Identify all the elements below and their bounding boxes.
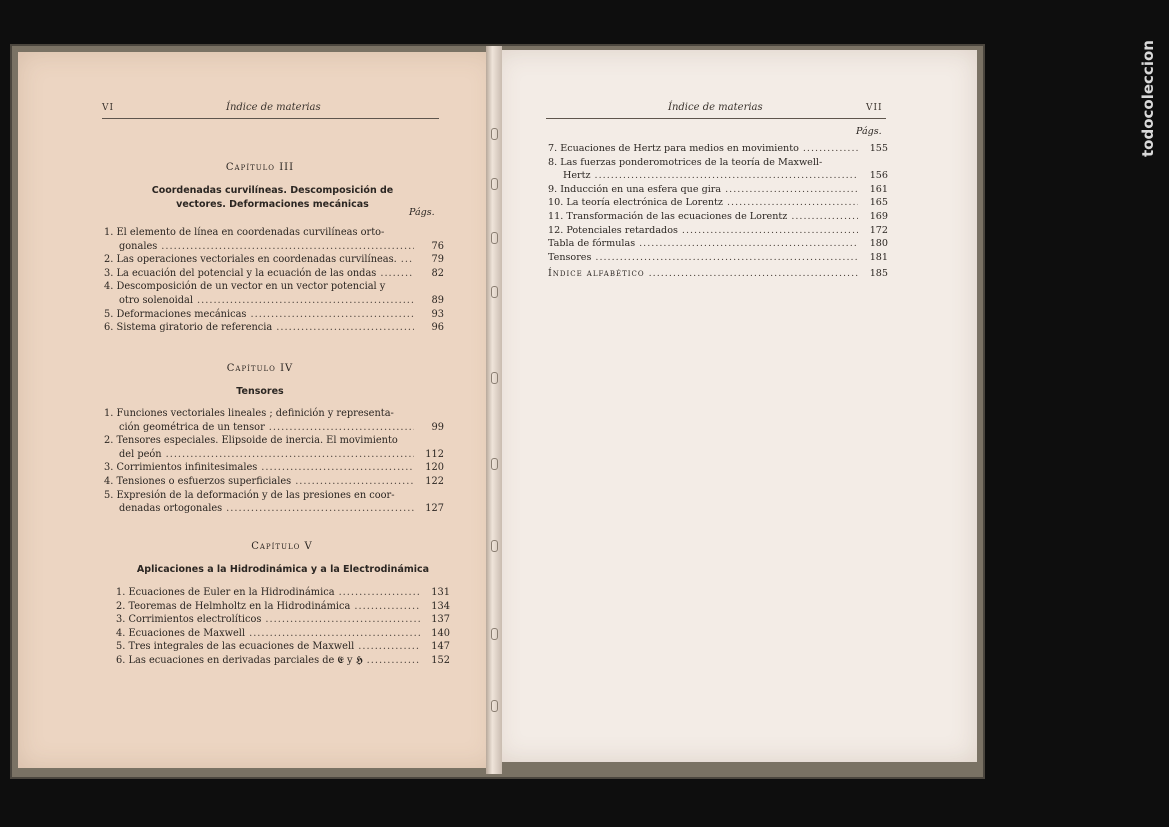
binding-stitch bbox=[491, 458, 498, 470]
left-folio: VI bbox=[102, 103, 115, 113]
toc-entry: 5. Deformaciones mecánicas ..... 93 bbox=[104, 308, 444, 322]
binding-stitch bbox=[491, 540, 498, 552]
toc-entry: 4. Tensiones o esfuerzos superficiales ..... 122 bbox=[104, 475, 444, 489]
right-page-entries bbox=[548, 142, 888, 281]
pags-label-right: Págs. bbox=[856, 126, 882, 137]
left-header-rule bbox=[102, 118, 439, 119]
toc-entry: 2. Teoremas de Helmholtz en la Hidrodinámica ..... 134 bbox=[116, 600, 450, 614]
chapter-5-entries bbox=[116, 586, 450, 668]
binding-stitch bbox=[491, 628, 498, 640]
right-header-rule bbox=[546, 118, 886, 119]
toc-entry: 4. Descomposición de un vector en un vector potencial y otro solenoidal ..... 89 bbox=[104, 280, 444, 307]
chapter-3-entries bbox=[104, 226, 444, 335]
toc-entry: 2. Las operaciones vectoriales en coordenadas curvilíneas. ..... 79 bbox=[104, 253, 444, 267]
toc-entry: 5. Expresión de la deformación y de las presiones en coor- denadas ortogonales ..... 127 bbox=[104, 489, 444, 516]
toc-entry: 3. Corrimientos infinitesimales ..... 120 bbox=[104, 461, 444, 475]
toc-entry: 3. Corrimientos electrolíticos ..... 137 bbox=[116, 613, 450, 627]
right-folio: VII bbox=[866, 103, 883, 113]
right-running-head: Índice de materias bbox=[668, 102, 763, 113]
toc-entry: 6. Sistema giratorio de referencia ..... 96 bbox=[104, 321, 444, 335]
watermark-text: todocoleccion bbox=[1139, 40, 1157, 158]
toc-entry: 1. Ecuaciones de Euler en la Hidrodinámica ..... 131 bbox=[116, 586, 450, 600]
chapter-5-title: Aplicaciones a la Hidrodinámica y a la Electrodinámica bbox=[136, 564, 430, 575]
toc-entry: 10. La teoría electrónica de Lorentz ..... 165 bbox=[548, 196, 888, 210]
toc-entry: 12. Potenciales retardados ..... 172 bbox=[548, 224, 888, 238]
toc-entry: 2. Tensores especiales. Elipsoide de inercia. El movimiento del peón ..... 112 bbox=[104, 434, 444, 461]
binding-stitch bbox=[491, 232, 498, 244]
toc-entry: Tabla de fórmulas ..... 180 bbox=[548, 237, 888, 251]
chapter-4-heading: Capítulo IV bbox=[226, 363, 294, 374]
toc-entry: 1. El elemento de línea en coordenadas curvilíneas orto- gonales ..... 76 bbox=[104, 226, 444, 253]
chapter-3-heading: Capítulo III bbox=[225, 162, 295, 173]
chapter-4-entries bbox=[104, 407, 444, 516]
toc-entry: Índice alfabético ..... 185 bbox=[548, 267, 888, 281]
chapter-5-heading: Capítulo V bbox=[251, 541, 313, 552]
pags-label-left: Págs. bbox=[409, 207, 435, 218]
toc-entry: 8. Las fuerzas ponderomotrices de la teoría de Maxwell- Hertz ..... 156 bbox=[548, 156, 888, 183]
toc-entry: 11. Transformación de las ecuaciones de Lorentz ..... 169 bbox=[548, 210, 888, 224]
chapter-4-title: Tensores bbox=[236, 386, 284, 397]
binding-stitch bbox=[491, 286, 498, 298]
toc-entry: 5. Tres integrales de las ecuaciones de Maxwell ..... 147 bbox=[116, 640, 450, 654]
toc-entry: 6. Las ecuaciones en derivadas parciales de 𝕰 y 𝕳 ..... 152 bbox=[116, 654, 450, 668]
binding-stitch bbox=[491, 178, 498, 190]
toc-entry: 3. La ecuación del potencial y la ecuación de las ondas ..... 82 bbox=[104, 267, 444, 281]
toc-entry: 7. Ecuaciones de Hertz para medios en movimiento ..... 155 bbox=[548, 142, 888, 156]
toc-entry: 4. Ecuaciones de Maxwell ..... 140 bbox=[116, 627, 450, 641]
binding-stitch bbox=[491, 700, 498, 712]
binding-stitch bbox=[491, 372, 498, 384]
toc-entry: 9. Inducción en una esfera que gira ..... 161 bbox=[548, 183, 888, 197]
chapter-3-title: Coordenadas curvilíneas. Descomposición de vectores. Deformaciones mecánicas bbox=[151, 185, 394, 210]
toc-entry: Tensores ..... 181 bbox=[548, 251, 888, 265]
toc-entry: 1. Funciones vectoriales lineales ; definición y representa- ción geométrica de un tensor ..... 99 bbox=[104, 407, 444, 434]
left-running-head: Índice de materias bbox=[226, 102, 321, 113]
book-spine bbox=[486, 46, 502, 774]
binding-stitch bbox=[491, 128, 498, 140]
